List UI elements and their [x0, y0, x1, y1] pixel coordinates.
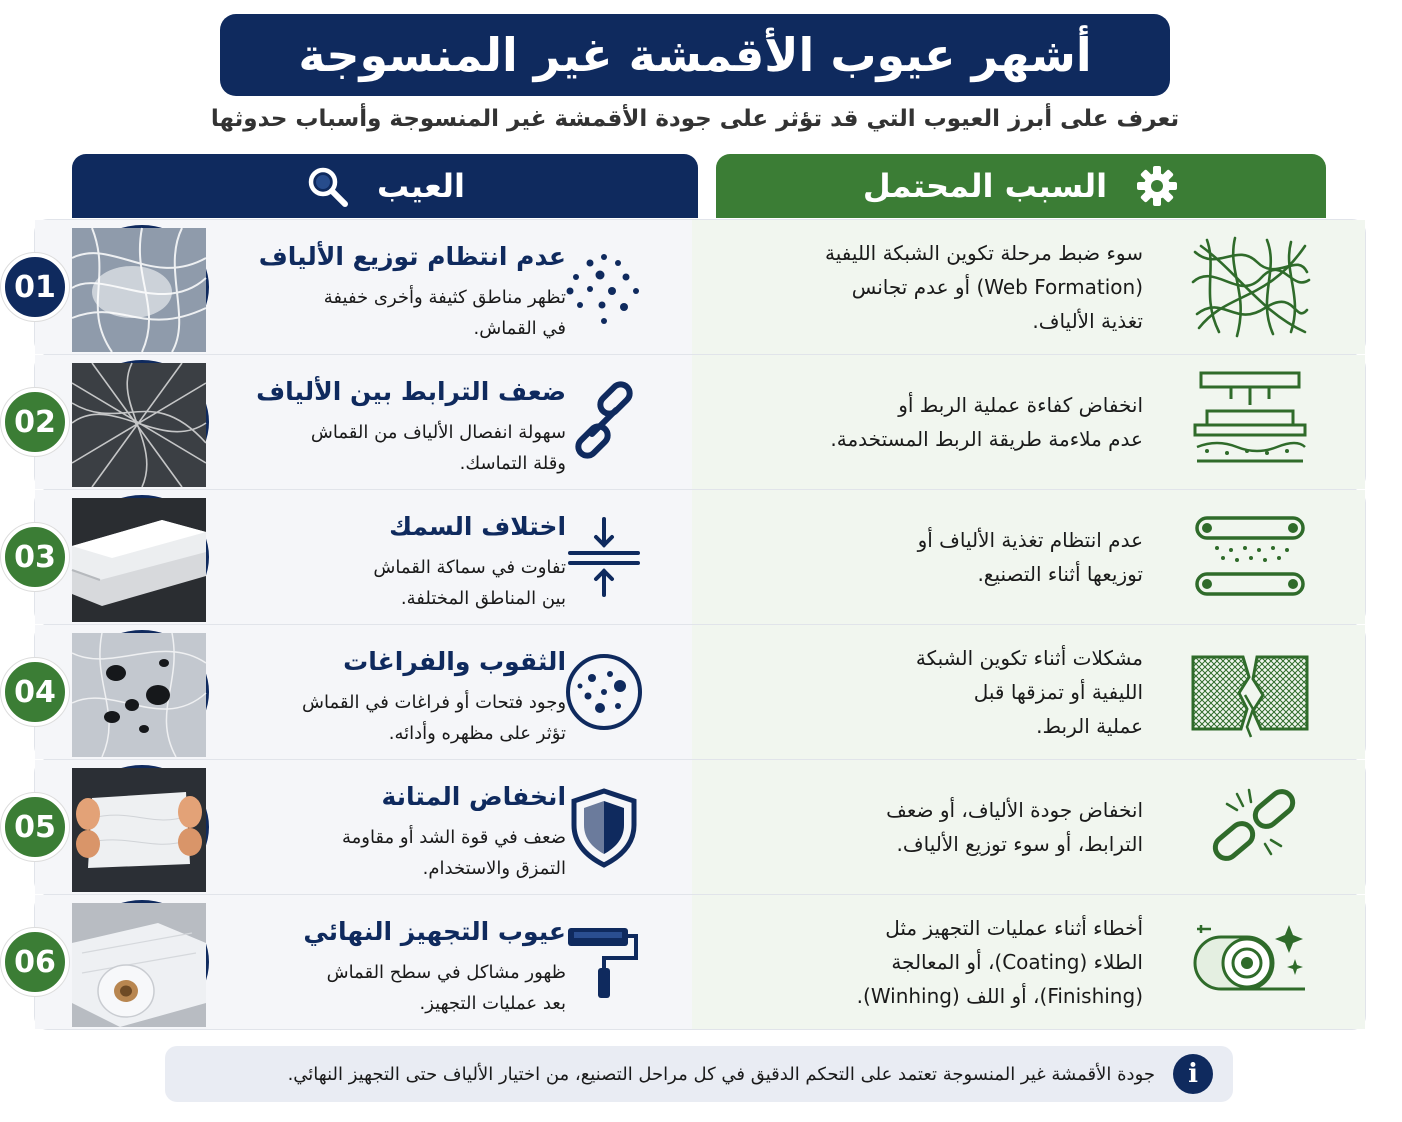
defect-cell: [14, 895, 692, 1029]
cause-text: [763, 641, 1143, 743]
defect-cell: [14, 760, 692, 894]
defect-desc-line: ظهور مشاكل في سطح القماش: [326, 962, 567, 983]
defect-description: [246, 957, 566, 1019]
uneven-fiber-web-photo: [75, 225, 209, 349]
cause-line: عدم انتظام تغذية الألياف أو: [917, 528, 1143, 552]
page-subtitle: تعرف على أبرز العيوب التي قد تؤثر على جودة الأقمشة غير المنسوجة وأسباب حدوثها: [210, 106, 1180, 132]
table-row: [14, 489, 1366, 625]
row-number-badge: 04: [1, 658, 69, 726]
info-icon: i: [1173, 1054, 1213, 1094]
defect-title: اختلاف السمك: [389, 512, 567, 541]
defect-title: الثقوب والفراغات: [343, 647, 567, 676]
defect-title: عيوب التجهيز النهائي: [303, 917, 567, 946]
cause-column-header: [716, 154, 1326, 218]
defect-desc-line: تؤثر على مظهره وأدائه.: [388, 723, 567, 744]
footer-text: جودة الأقمشة غير المنسوجة تعتمد على التحكم الدقيق في كل مراحل التصنيع، من اختيار الألياف حتى التجهيز النهائي.: [287, 1063, 1155, 1085]
defect-desc-line: تظهر مناطق كثيفة وأخرى خفيفة: [323, 287, 567, 308]
fabric-roll-photo: [75, 900, 209, 1024]
gear-icon: [1135, 164, 1179, 208]
table-row: [14, 354, 1366, 490]
cause-column-label: السبب المحتمل: [862, 167, 1108, 205]
defect-cell: [14, 220, 692, 354]
defect-desc-line: ضعف في قوة الشد أو مقاومة: [341, 827, 567, 848]
snapped-chain-icon: [1187, 772, 1313, 882]
torn-web-icon: [1187, 637, 1313, 747]
fabric-holes-photo: [75, 630, 209, 754]
defect-description: [246, 417, 566, 479]
footer-note: [165, 1046, 1233, 1102]
fabric-roll-sparkle-icon: [1187, 907, 1313, 1017]
defect-desc-line: سهولة انفصال الألياف من القماش: [310, 422, 567, 443]
table-row: [14, 624, 1366, 760]
cause-cell: [692, 355, 1365, 489]
cause-cell: [692, 490, 1365, 624]
scattered-dots-icon: [564, 247, 644, 327]
table-row: [14, 759, 1366, 895]
defect-title: عدم انتظام توزيع الألياف: [258, 242, 567, 271]
defect-cell: [14, 490, 692, 624]
feed-rollers-icon: [1187, 502, 1313, 612]
loose-fibers-photo: [75, 360, 209, 484]
row-number-badge: 02: [1, 388, 69, 456]
defect-description: [246, 282, 566, 344]
row-number-badge: 05: [1, 793, 69, 861]
defect-cell: [14, 355, 692, 489]
cause-text: [763, 793, 1143, 861]
shield-icon: [564, 787, 644, 867]
cause-line: انخفاض جودة الألياف، أو ضعف: [886, 798, 1143, 822]
cause-line: انخفاض كفاءة عملية الربط أو: [898, 393, 1143, 417]
row-number-badge: 01: [1, 253, 69, 321]
bonding-press-icon: [1187, 367, 1313, 477]
cause-line: مشكلات أثناء تكوين الشبكة: [915, 646, 1143, 670]
defects-table: [14, 219, 1366, 1031]
defect-desc-line: التمزق والاستخدام.: [422, 858, 567, 879]
broken-chain-icon: [564, 382, 644, 462]
thickness-arrows-icon: [564, 517, 644, 597]
cause-line: الليفية أو تمزقها قبل: [973, 680, 1143, 704]
page-title-text: أشهر عيوب الأقمشة غير المنسوجة: [298, 28, 1092, 82]
cause-line: الترابط، أو سوء توزيع الألياف.: [896, 832, 1143, 856]
page-title: [220, 14, 1170, 96]
table-row: [14, 219, 1366, 355]
defect-description: [246, 687, 566, 749]
defect-title: انخفاض المتانة: [381, 782, 567, 811]
defect-desc-line: بين المناطق المختلفة.: [400, 588, 567, 609]
defect-column-label: العيب: [377, 167, 465, 205]
cause-line: عدم ملاءمة طريقة الربط المستخدمة.: [830, 427, 1143, 451]
defect-desc-line: تفاوت في سماكة القماش: [373, 557, 567, 578]
cause-cell: [692, 220, 1365, 354]
defect-description: [246, 822, 566, 884]
cause-line: سوء ضبط مرحلة تكوين الشبكة الليفية: [825, 241, 1143, 265]
defect-desc-line: بعد عمليات التجهيز.: [419, 993, 567, 1014]
cause-text: [763, 911, 1143, 1013]
cause-cell: [692, 625, 1365, 759]
cause-text: [763, 236, 1143, 338]
defect-desc-line: وجود فتحات أو فراغات في القماش: [302, 692, 567, 713]
cause-cell: [692, 760, 1365, 894]
cause-line: (Finishing)، أو اللف (Winhing).: [856, 984, 1143, 1008]
stacked-fabric-photo: [75, 495, 209, 619]
cause-line: (Web Formation) أو عدم تجانس: [851, 275, 1143, 299]
cause-text: [763, 388, 1143, 456]
fiber-web-icon: [1187, 232, 1313, 342]
cause-line: تغذية الألياف.: [1032, 309, 1143, 333]
defect-description: [246, 552, 566, 614]
cause-text: [763, 523, 1143, 591]
magnifier-icon: [305, 164, 349, 208]
row-number-badge: 06: [1, 928, 69, 996]
table-row: [14, 894, 1366, 1030]
row-number-badge: 03: [1, 523, 69, 591]
cause-line: الطلاء (Coating)، أو المعالجة: [891, 950, 1143, 974]
cause-line: توزيعها أثناء التصنيع.: [977, 562, 1143, 586]
defect-desc-line: وقلة التماسك.: [459, 453, 567, 474]
holes-circle-icon: [564, 652, 644, 732]
defect-title: ضعف الترابط بين الألياف: [256, 377, 567, 406]
defect-desc-line: في القماش.: [473, 318, 567, 339]
cause-line: عملية الربط.: [1036, 714, 1143, 738]
cause-line: أخطاء أثناء عمليات التجهيز مثل: [885, 916, 1143, 940]
defect-column-header: [72, 154, 698, 218]
paint-roller-icon: [564, 922, 644, 1002]
cause-cell: [692, 895, 1365, 1029]
defect-cell: [14, 625, 692, 759]
stretched-fabric-photo: [75, 765, 209, 889]
